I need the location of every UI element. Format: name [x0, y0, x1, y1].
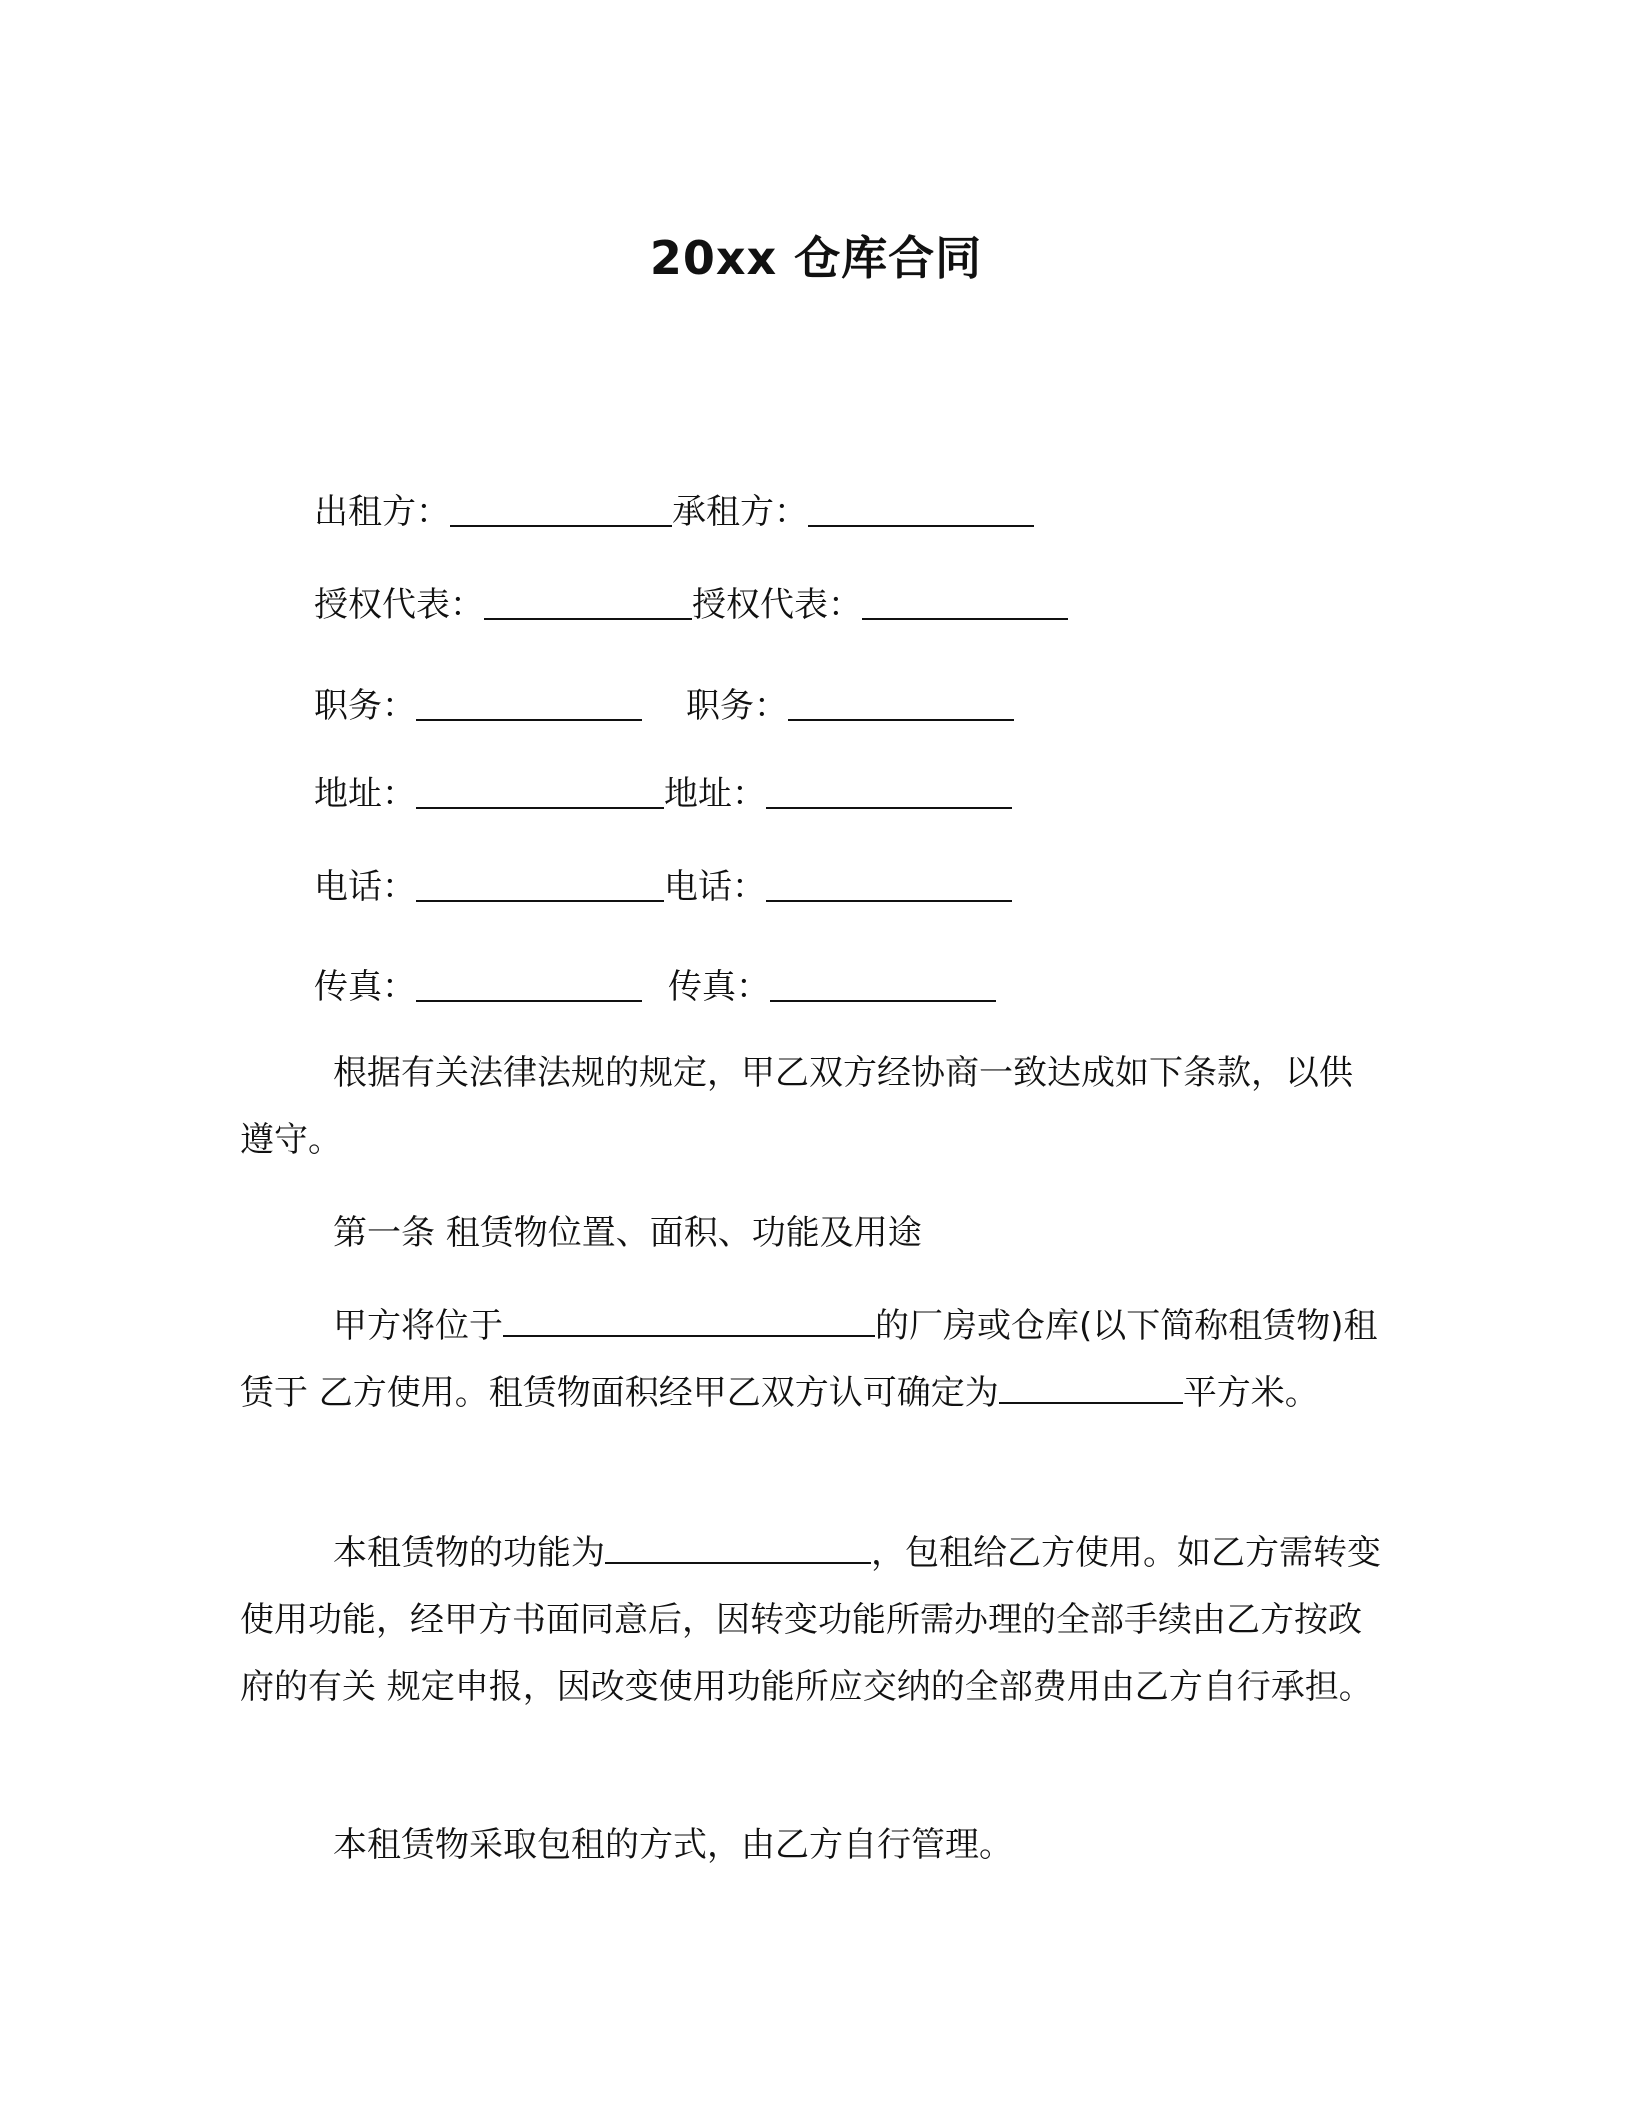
lessor-phone-blank: [416, 898, 664, 902]
area-blank: [999, 1372, 1183, 1404]
lessor-blank: [450, 523, 672, 527]
lessee-fax-blank: [770, 998, 996, 1002]
article1-paragraph-location: [240, 1293, 1385, 1427]
lessee-address-blank: [766, 805, 1012, 809]
lessee-representative-label: 授权代表：: [692, 585, 862, 625]
lessee-fax-label: 传真：: [668, 967, 770, 1007]
lessor-fax-label: 传真：: [314, 967, 416, 1007]
lessor-address-label: 地址：: [314, 774, 416, 814]
function-blank: [605, 1532, 871, 1564]
lessor-phone-label: 电话：: [314, 867, 416, 907]
lessee-address-label: 地址：: [664, 774, 766, 814]
para2-text-2: ，包租给乙方使用。如乙方需转变使用功能，经甲方书面同意后，因转变功能所需办理的全部手续由乙方按政府的有关 规定申报，因改变使用功能所应交纳的全部费用由乙方自行承担。: [240, 1533, 1381, 1707]
lessor-label: 出租方：: [314, 492, 450, 532]
document-title: 20xx 仓库合同: [649, 231, 983, 285]
party-line-address: [314, 774, 1012, 814]
para1-text-3: 平方米。: [1182, 1373, 1319, 1413]
lessor-fax-blank: [416, 998, 642, 1002]
party-line-fax: [314, 967, 996, 1007]
location-blank: [503, 1305, 875, 1337]
article1-paragraph-function: [240, 1520, 1385, 1721]
party-line-lessor: [314, 492, 1034, 532]
lessee-position-label: 职务：: [686, 686, 788, 726]
lessee-phone-label: 电话：: [664, 867, 766, 907]
party-line-position: [314, 686, 1014, 726]
lessor-representative-blank: [484, 616, 692, 620]
para1-text-1: 甲方将位于: [333, 1306, 503, 1346]
intro-paragraph: 根据有关法律法规的规定，甲乙双方经协商一致达成如下条款，以供遵守。: [240, 1053, 1353, 1160]
para2-text-1: 本租赁物的功能为: [333, 1533, 605, 1573]
lessee-blank: [808, 523, 1034, 527]
lessee-label: 承租方：: [672, 492, 808, 532]
lessee-representative-blank: [862, 616, 1068, 620]
article1-heading: 第一条 租赁物位置、面积、功能及用途: [333, 1213, 922, 1253]
lessee-phone-blank: [766, 898, 1012, 902]
lessor-representative-label: 授权代表：: [314, 585, 484, 625]
lessor-position-blank: [416, 717, 642, 721]
lessor-position-label: 职务：: [314, 686, 416, 726]
lessee-position-blank: [788, 717, 1014, 721]
lessor-address-blank: [416, 805, 664, 809]
party-line-representative: [314, 585, 1068, 625]
para1-text-2: 的厂房或仓库(以下简称租赁物)租赁于 乙方使用。租赁物面积经甲乙双方认可确定为: [240, 1306, 1378, 1413]
party-line-phone: [314, 867, 1012, 907]
article1-paragraph-management: 本租赁物采取包租的方式，由乙方自行管理。: [333, 1825, 1013, 1865]
